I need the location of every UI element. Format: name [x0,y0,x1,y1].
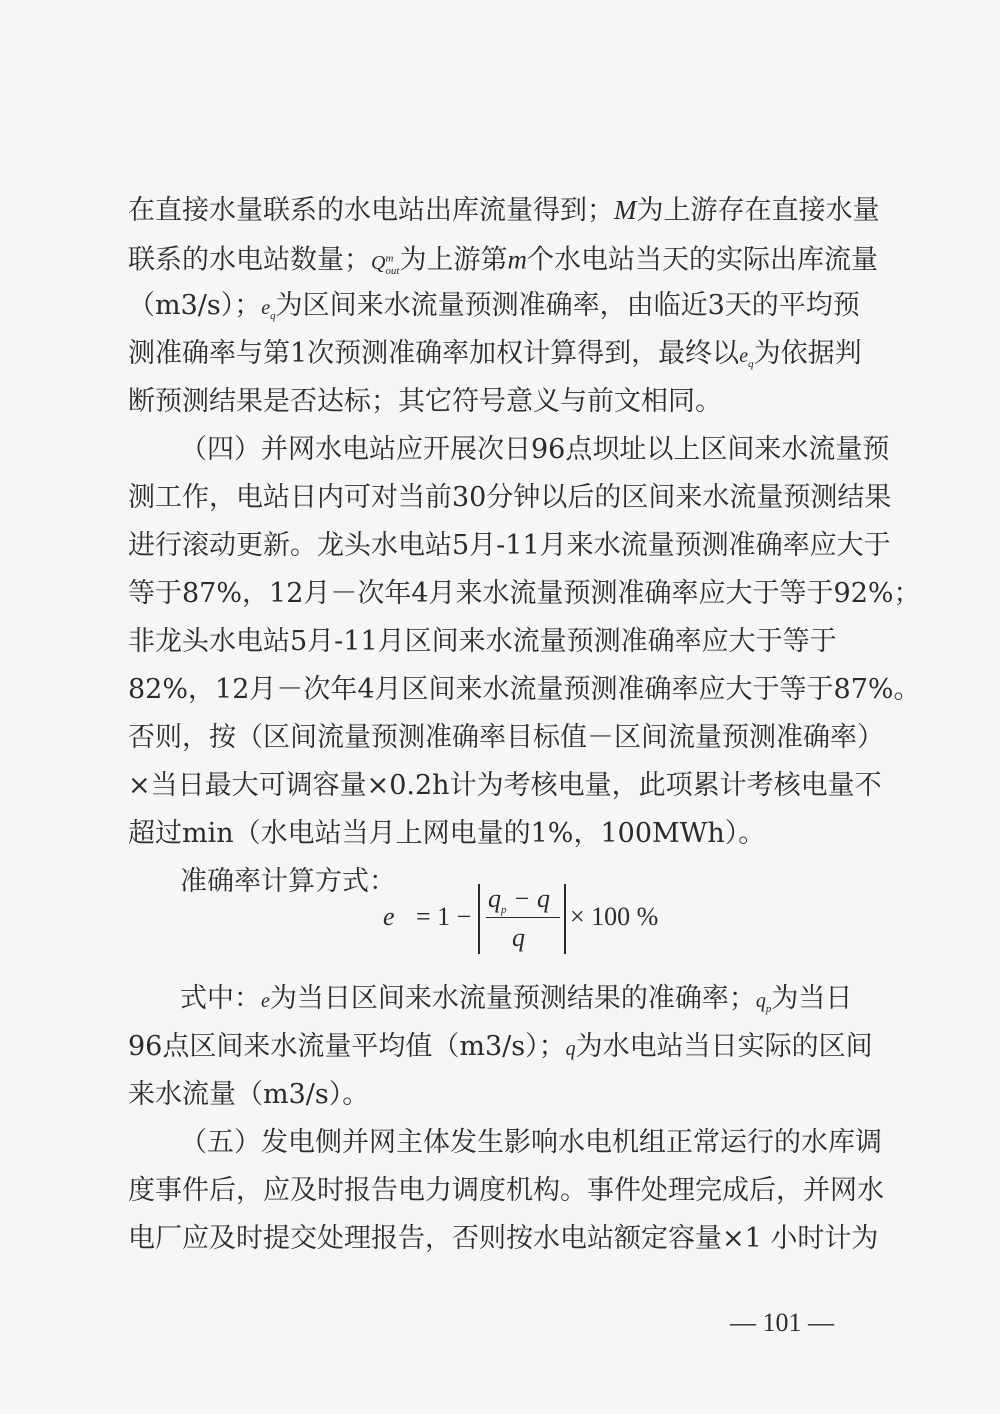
text-segment: 为区间来水流量预测准确率，由临近3天的平均预 [275,290,860,321]
symbol-qp: $q_p$ [755,990,772,1015]
text-line [128,1030,1000,1064]
text-segment: 为依据判 [753,338,862,369]
text-line: 非龙头水电站5月-11月区间来水流量预测准确率应大于等于 [128,626,837,657]
text-line: 电厂应及时提交处理报告，否则按水电站额定容量×1 小时计为 [128,1223,879,1254]
text-segment: 式中： [180,983,261,1014]
text-line: 进行滚动更新。龙头水电站5月-11月来水流量预测准确率应大于 [128,530,891,561]
text-line: 测工作，电站日内可对当前30分钟以后的区间来水流量预测结果 [128,482,892,513]
symbol-M: M [614,195,637,225]
text-segment: 联系的水电站数量； [128,244,371,276]
text-segment: 为当日 [771,983,853,1014]
text-segment: 为上游第 [399,244,508,276]
text-segment: 96点区间来水流量平均值（m3/s）； [128,1031,566,1062]
text-line: ×当日最大可调容量×0.2h计为考核电量，此项累计考核电量不 [128,770,882,801]
text-line: 来水流量（m3/s）。 [128,1079,370,1110]
text-segment: 个水电站当天的实际出库流量 [526,244,878,276]
text-line [180,982,1000,1016]
symbol-Q-out: $Q^m_{out}$ [371,251,400,277]
formula-intro: 准确率计算方式： [180,866,396,897]
text-line: （五）发电侧并网主体发生影响水电机组正常运行的水库调 [180,1127,882,1158]
text-segment: 为当日区间来水流量预测结果的准确率； [269,983,756,1014]
text-segment: 为水电站当日实际的区间 [575,1031,873,1062]
text-line: （四）并网水电站应开展次日96点坝址以上区间来水流量预 [180,434,890,465]
text-segment: 测准确率与第1次预测准确率加权计算得到，最终以 [128,338,740,369]
symbol-eq: $e_q$ [261,297,276,322]
text-segment: 在直接水量联系的水电站出库流量得到； [128,195,614,226]
text-line: 断预测结果是否达标；其它符号意义与前文相同。 [128,386,722,417]
symbol-m: m [507,244,527,275]
text-line [128,337,1000,371]
text-line: 度事件后，应及时报告电力调度机构。事件处理完成后，并网水 [128,1175,884,1206]
formula-equals: = 1 − [416,902,472,931]
formula-tail: × 100 % [570,902,659,931]
fraction-bar [486,917,560,918]
formula-denominator: q [512,923,525,952]
symbol-e: e [261,990,270,1012]
text-line [128,241,1000,275]
text-line: 否则，按（区间流量预测准确率目标值－区间流量预测准确率） [128,722,884,753]
accuracy-formula [380,880,680,960]
text-segment: （m3/s）； [128,290,262,321]
symbol-q: q [565,1038,576,1060]
formula-lhs: e [383,902,395,931]
symbol-eq: $e_q$ [739,345,754,370]
abs-bar-left [478,884,480,954]
text-segment: 为上游存在直接水量 [636,195,880,226]
text-line: 超过min（水电站当月上网电量的1%，100MWh）。 [128,818,766,849]
formula-numerator: $q_p - q$ [488,884,551,917]
text-line [128,289,1000,323]
text-line: 82%，12月－次年4月区间来水流量预测准确率应大于等于87%。 [128,674,921,705]
abs-bar-right [564,884,566,954]
text-line [128,193,1000,227]
page-number: — 101 — [730,1308,834,1337]
text-line: 等于87%，12月－次年4月来水流量预测准确率应大于等于92%； [128,578,921,609]
